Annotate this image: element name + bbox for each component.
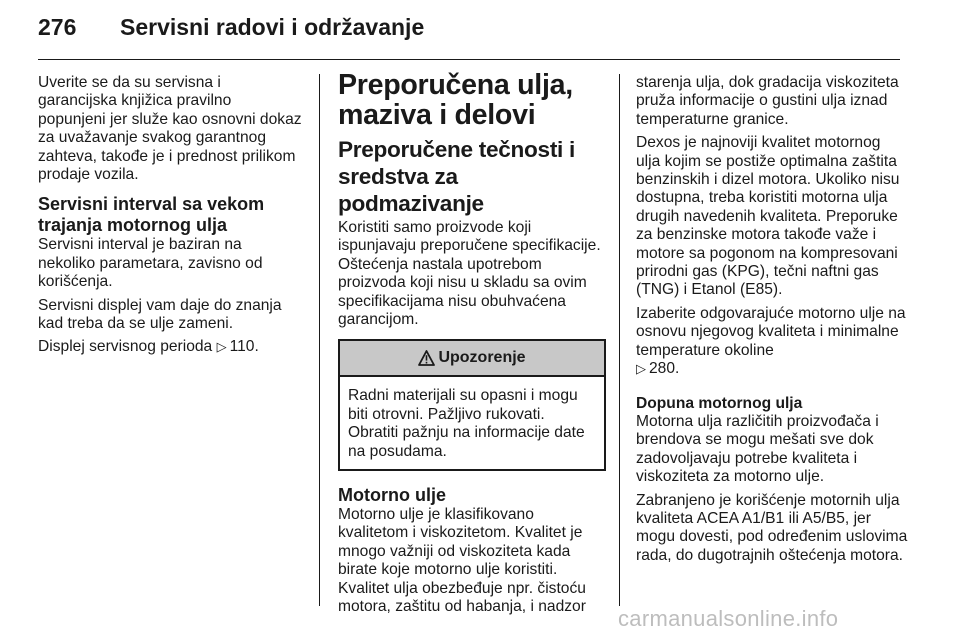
page-reference-link[interactable]: 110. (229, 338, 259, 356)
warning-title: Upozorenje (438, 349, 526, 367)
warning-body (340, 377, 604, 469)
column-divider-2 (619, 74, 620, 606)
service-interval-heading: Servisni interval sa vekom trajanja motornog ulja (38, 194, 265, 236)
page-header (38, 14, 424, 50)
warning-header (340, 341, 604, 377)
oil-aging-paragraph: starenja ulja, dok gradacija viskoziteta pruža informacije o gustini ulja iznad temperaturne granice. (636, 74, 899, 128)
page-reference-arrow-icon: ▷ (216, 339, 227, 355)
oil-topup-heading: Dopuna motornog ulja (636, 394, 803, 412)
oil-selection-text: Izaberite odgovarajuće motorno ulje na osnovu njegovog kvaliteta i minimalne temperature okoline (636, 304, 906, 359)
page-number: 276 (38, 14, 77, 40)
service-period-paragraph (38, 338, 303, 356)
header-rule (38, 59, 900, 60)
column-3 (636, 74, 908, 570)
column-1 (38, 74, 303, 362)
page-reference-arrow-icon: ▷ (636, 361, 646, 377)
recommended-oils-heading: Preporučena ulja, maziva i delovi (338, 69, 573, 131)
oil-mixing-paragraph: Motorna ulja različitih proizvođača i brendova se mogu mešati sve dok zadovoljavaju potrebe kvaliteta i viskoziteta za motorno ulje. (636, 412, 879, 486)
watermark: carmanualsonline.info (618, 606, 839, 631)
engine-oil-paragraph: Motorno ulje je klasifikovano kvalitetom i viskozitetom. Kvalitet je mnogo važniji od viskoziteta kada birate koje motorno ulje koristiti. Kvalitet ulja obezbeđuje npr. čistoću motora, zaštitu od habanja, i nadzor (338, 506, 586, 616)
column-divider-1 (319, 74, 320, 606)
service-period-text: Displej servisnog perioda (38, 338, 213, 356)
specifications-paragraph: Koristiti samo proizvode koji ispunjavaju preporučene specifikacije. Oštećenja nastala upotrebom proizvoda koji nisu u skladu sa ovim specifikacijama nisu obuhvaćena garancijom. (338, 219, 601, 329)
column-2 (338, 69, 606, 622)
recommended-fluids-heading: Preporučene tečnosti i sredstva za podmazivanje (338, 137, 575, 216)
warning-text: Radni materijali su opasni i mogu biti otrovni. Pažljivo rukovati. Obratiti pažnju na informacije date na posudama. (348, 387, 585, 460)
page-reference-link[interactable]: 280. (649, 360, 680, 378)
service-interval-paragraph: Servisni interval je baziran na nekoliko parametara, zavisno od korišćenja. (38, 236, 263, 291)
warning-box (338, 339, 606, 471)
engine-oil-heading: Motorno ulje (338, 485, 446, 506)
service-display-paragraph: Servisni displej vam daje do znanja kad treba da se ulje zameni. (38, 296, 282, 333)
page-title: Servisni radovi i održavanje (120, 14, 425, 40)
intro-paragraph: Uverite se da su servisna i garancijska knjižica pravilno popunjeni jer služe kao osnovni dokaz za uvažavanje svakog garantnog zahteva, takođe je i prednost prilikom prodaje vozila. (38, 74, 302, 184)
oil-selection-paragraph (636, 305, 908, 379)
forbidden-oils-paragraph: Zabranjeno je korišćenje motornih ulja kvaliteta ACEA A1/B1 ili A5/B5, jer mogu dovesti, pod određenim uslovima rada, do dugotrajnih oštećenja motora. (636, 491, 908, 564)
dexos-paragraph: Dexos je najnoviji kvalitet motornog ulja kojim se postiže optimalna zaštita benzinskih i dizel motora. Ukoliko nisu dostupna, treba koristiti motorna ulja drugih navedenih kvaliteta. Preporuke za benzinske motora takođe važe i motore sa pogonom na kompresovani prirodni gas (KPG), tečni naftni gas (TNG) i Etanol (E85). (636, 134, 900, 299)
warning-triangle-icon (418, 350, 435, 366)
